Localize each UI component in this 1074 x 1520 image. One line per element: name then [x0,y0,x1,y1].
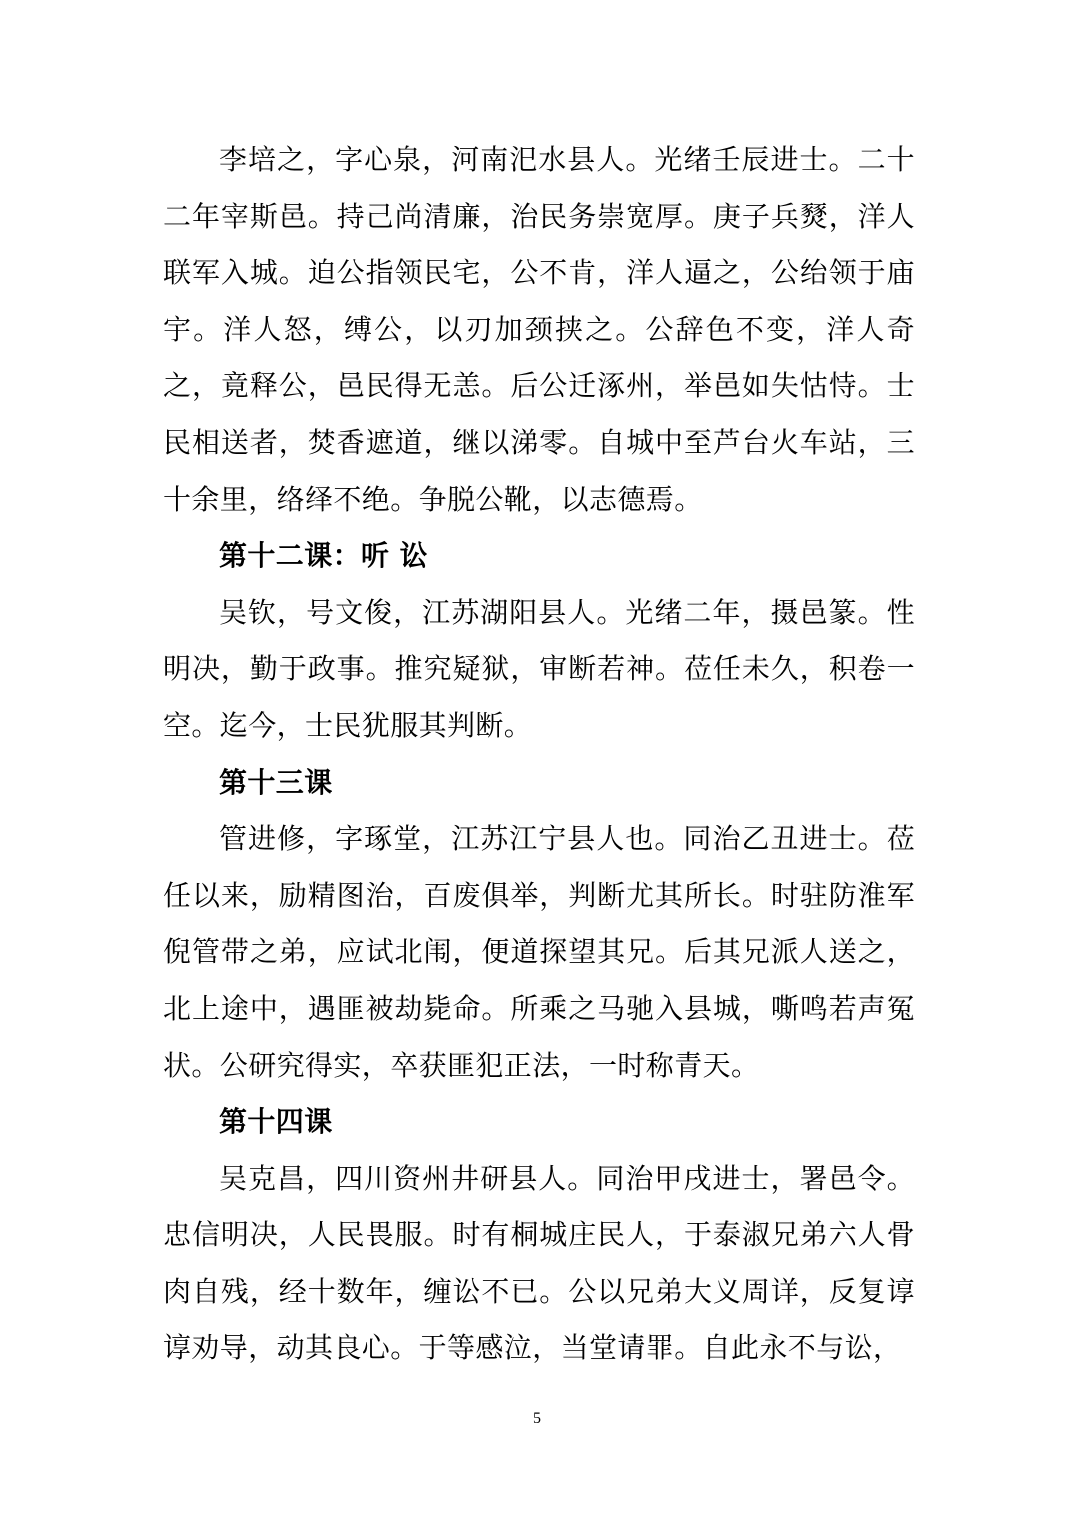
heading-lesson-13: 第十三课 [219,765,333,799]
paragraph-wu-kechang: 吴克昌，四川资州井研县人。同治甲戌进士，署邑令。忠信明决，人民畏服。时有桐城庄民人，于泰淑兄弟六人骨肉自残，经十数年，缠讼不已。公以兄弟大义周详，反复谆谆劝导，动其良心。于等感泣，当堂请罪。自此永不与讼， [163,1161,915,1365]
paragraph-wu-qin: 吴钦，号文俊，江苏湖阳县人。光绪二年，摄邑篆。性明决，勤于政事。推究疑狱，审断若神。莅任未久，积卷一空。迄今，士民犹服其判断。 [163,595,915,742]
heading-lesson-14: 第十四课 [219,1105,333,1139]
paragraph-li-peizhi: 李培之，字心泉，河南汜水县人。光绪壬辰进士。二十二年宰斯邑。持己尚清廉，治民务崇宽厚。庚子兵燹，洋人联军入城。迫公指领民宅，公不肯，洋人逼之，公绐领于庙宇。洋人怒，缚公，以刃加颈挟之。公辞色不变，洋人奇之，竟释公，邑民得无恙。后公迁涿州，举邑如失怙恃。士民相送者，焚香遮道，继以涕零。自城中至芦台火车站，三十余里，络绎不绝。争脱公靴，以志德焉。 [163,143,915,516]
heading-lesson-12: 第十二课：听 讼 [219,539,428,573]
paragraph-guan-jinxiu: 管进修，字琢堂，江苏江宁县人也。同治乙丑进士。莅任以来，励精图治，百废俱举，判断尤其所长。时驻防淮军倪管带之弟，应试北闱，便道探望其兄。后其兄派人送之，北上途中，遇匪被劫毙命。所乘之马驰入县城，嘶鸣若声冤状。公研究得实，卒获匪犯正法，一时称青天。 [163,822,915,1082]
page-number: 5 [533,1410,541,1427]
document-body [163,132,915,1377]
